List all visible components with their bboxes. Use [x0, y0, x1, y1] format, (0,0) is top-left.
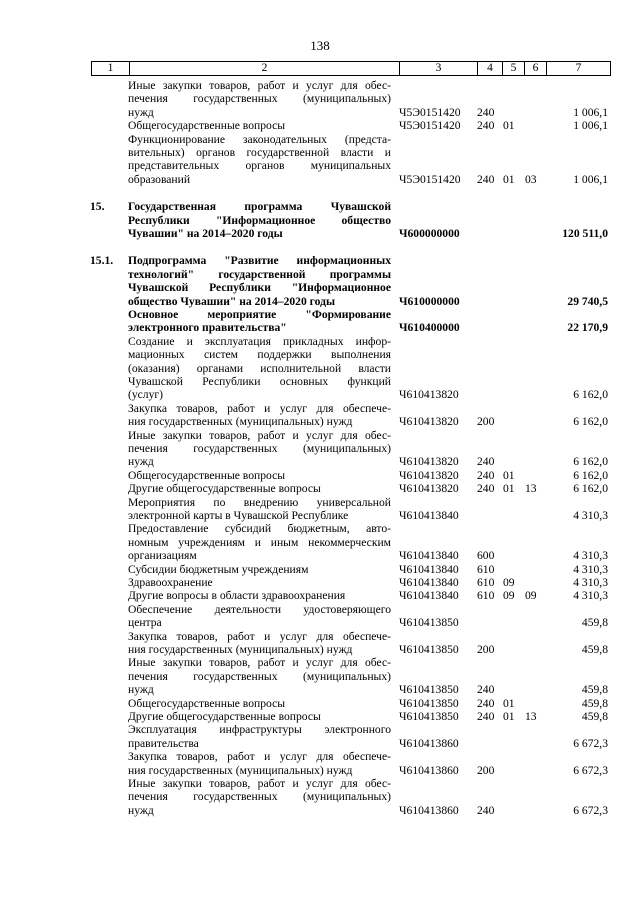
row-name-line: печения государственных (муниципальных)	[128, 442, 391, 455]
row-name	[128, 576, 391, 589]
row-name-line: Закупка товаров, работ и услуг для обеспече-	[128, 629, 391, 643]
row-code: Ч600000000	[399, 226, 460, 240]
row-name-line: Иные закупки товаров, работ и услуг для обес-	[128, 777, 391, 790]
row-amount: 6 162,0	[573, 455, 608, 469]
row-col-4: 240	[477, 482, 495, 496]
row-name-line: Подпрограмма "Развитие информационных	[128, 254, 391, 268]
row-name	[128, 630, 391, 657]
row-name-line: мационных систем поддержки выполнения	[128, 348, 391, 362]
row-col-6: 03	[525, 172, 537, 186]
row-name-line: Иные закупки товаров, работ и услуг для обес-	[128, 656, 391, 670]
row-name	[128, 335, 391, 402]
row-col-6: 09	[525, 589, 537, 603]
row-col-6: 13	[525, 710, 537, 723]
row-name-line: Здравоохранение	[128, 576, 213, 589]
row-name-line: Другие вопросы в области здравоохранения	[128, 589, 346, 603]
row-col-6: 13	[525, 482, 537, 496]
row-amount: 6 162,0	[573, 468, 608, 482]
row-amount: 4 310,3	[573, 549, 608, 563]
header-col-6: 6	[524, 62, 546, 75]
row-name	[128, 308, 391, 335]
row-name-line: Закупка товаров, работ и услуг для обеспече-	[128, 750, 391, 764]
row-amount: 459,8	[581, 696, 608, 710]
row-name-line: Республики "Информационное общество	[128, 213, 391, 227]
row-col-4: 240	[477, 803, 495, 817]
row-code: Ч610413820	[399, 415, 459, 429]
row-name	[128, 710, 391, 723]
row-name-line: Обеспечение деятельности удостоверяющего	[128, 602, 391, 616]
row-name-line: Чувашии" на 2014–2020 годы	[128, 227, 283, 240]
row-name	[128, 723, 391, 750]
row-amount: 6 162,0	[573, 388, 608, 402]
row-name-line: вительных) органов государственной власти и	[128, 146, 391, 159]
row-name-line: ния государственных (муниципальных) нужд	[128, 643, 353, 656]
row-name-line: правительства	[128, 736, 199, 750]
row-name-line: Предоставление субсидий бюджетным, авто-	[128, 522, 391, 536]
row-name-line: нужд	[128, 105, 154, 119]
row-name-line: Общегосударственные вопросы	[128, 696, 286, 710]
page-number: 138	[310, 38, 330, 53]
row-col-4: 200	[477, 763, 495, 777]
row-amount: 1 006,1	[573, 172, 608, 186]
row-name	[128, 563, 391, 576]
row-name-line: технологий" государственной программы	[128, 267, 391, 281]
row-amount: 6 672,3	[573, 763, 608, 777]
row-name-line: ния государственных (муниципальных) нужд	[128, 415, 353, 429]
row-name	[128, 402, 391, 429]
row-col-5: 01	[503, 119, 515, 133]
row-name	[128, 254, 391, 308]
row-code: Ч610413860	[399, 736, 459, 750]
row-name-line: печения государственных (муниципальных)	[128, 790, 391, 804]
row-name-line: центра	[128, 616, 162, 630]
row-amount: 29 740,5	[567, 294, 608, 308]
row-name-line: электронного правительства"	[128, 321, 287, 335]
row-col-5: 09	[503, 576, 515, 589]
row-name-line: печения государственных (муниципальных)	[128, 669, 391, 683]
row-name-line: общество Чувашии" на 2014–2020 годы	[128, 294, 336, 308]
row-name-line: Другие общегосударственные вопросы	[128, 482, 321, 496]
row-amount: 22 170,9	[567, 321, 608, 335]
row-name-line: образований	[128, 172, 191, 186]
row-name-line: Чувашской Республики "Информационное	[128, 281, 391, 295]
row-name	[128, 429, 391, 469]
row-code: Ч610413820	[399, 468, 459, 482]
row-amount: 4 310,3	[573, 576, 608, 589]
header-col-7: 7	[546, 62, 610, 75]
row-code: Ч610413860	[399, 763, 459, 777]
row-name-line: Основное мероприятие "Формирование	[128, 308, 391, 321]
row-code: Ч610000000	[399, 294, 460, 308]
row-name-line: печения государственных (муниципальных)	[128, 92, 391, 106]
row-amount: 4 310,3	[573, 589, 608, 603]
row-name-line: (услуг)	[128, 388, 164, 402]
row-name-line: нужд	[128, 455, 154, 469]
row-col-5: 01	[503, 468, 515, 482]
row-name	[128, 119, 391, 132]
row-name	[128, 79, 391, 119]
row-col-4: 240	[477, 105, 495, 119]
row-amount: 459,8	[581, 683, 608, 697]
row-name	[128, 496, 391, 523]
row-col-4: 240	[477, 455, 495, 469]
row-code: Ч610413840	[399, 508, 459, 522]
row-col-5: 01	[503, 710, 515, 723]
row-code: Ч610413820	[399, 482, 459, 496]
row-name-line: Субсидии бюджетным учреждениям	[128, 562, 309, 576]
row-code: Ч610413820	[399, 455, 459, 469]
row-amount: 6 672,3	[573, 803, 608, 817]
row-code: Ч610413860	[399, 803, 459, 817]
row-name	[128, 469, 391, 482]
row-col-4: 240	[477, 468, 495, 482]
row-code: Ч5Э0151420	[399, 172, 461, 186]
header-col-5: 5	[502, 62, 524, 75]
row-name-line: Закупка товаров, работ и услуг для обеспече-	[128, 401, 391, 415]
row-col-4: 200	[477, 642, 495, 656]
row-col-4: 600	[477, 549, 495, 563]
row-col-4: 240	[477, 683, 495, 697]
row-name-line: Создание и эксплуатация прикладных инфор-	[128, 334, 391, 348]
row-name	[128, 656, 391, 696]
row-amount: 459,8	[581, 710, 608, 723]
row-col-5: 01	[503, 482, 515, 496]
row-name-line: Государственная программа Чувашской	[128, 200, 391, 214]
row-number: 15.1.	[90, 254, 114, 268]
row-name-line: Функционирование законодательных (предста-	[128, 132, 391, 146]
row-code: Ч610400000	[399, 321, 460, 335]
row-amount: 459,8	[581, 616, 608, 630]
header-col-1: 1	[107, 62, 114, 74]
row-name	[128, 133, 391, 187]
row-col-4: 240	[477, 710, 495, 723]
row-code: Ч610413840	[399, 562, 459, 576]
header-col-2: 2	[129, 62, 399, 75]
row-name	[128, 750, 391, 777]
row-name-line: Чувашской Республики основных функций	[128, 375, 391, 389]
row-code: Ч5Э0151420	[399, 105, 461, 119]
row-name-line: (оказания) органами исполнительной власти	[128, 361, 391, 375]
row-code: Ч610413850	[399, 696, 459, 710]
row-name-line: электронной карты в Чувашской Республике	[128, 509, 349, 522]
row-code: Ч610413850	[399, 683, 459, 697]
row-name	[128, 522, 391, 562]
row-name-line: Иные закупки товаров, работ и услуг для обес-	[128, 428, 391, 442]
row-col-4: 240	[477, 696, 495, 710]
row-name-line: Иные закупки товаров, работ и услуг для обес-	[128, 79, 391, 92]
row-name-line: ния государственных (муниципальных) нужд	[128, 763, 353, 777]
row-col-4: 240	[477, 119, 495, 133]
row-code: Ч610413850	[399, 710, 459, 723]
header-col-3: 3	[399, 62, 477, 75]
table-header	[91, 61, 611, 76]
header-col-4: 4	[477, 62, 502, 75]
row-name-line: Другие общегосударственные вопросы	[128, 710, 321, 723]
row-col-4: 610	[477, 576, 495, 589]
row-name-line: нужд	[128, 683, 154, 697]
row-col-5: 01	[503, 172, 515, 186]
row-col-4: 200	[477, 415, 495, 429]
row-code: Ч610413840	[399, 589, 459, 603]
row-code: Ч610413850	[399, 642, 459, 656]
row-col-4: 610	[477, 562, 495, 576]
row-col-5: 01	[503, 696, 515, 710]
row-name	[128, 777, 391, 817]
row-amount: 459,8	[581, 642, 608, 656]
row-amount: 6 162,0	[573, 482, 608, 496]
row-name-line: Эксплуатация инфраструктуры электронного	[128, 723, 391, 737]
row-amount: 1 006,1	[573, 105, 608, 119]
row-code: Ч610413820	[399, 388, 459, 402]
row-name-line: Мероприятия по внедрению универсальной	[128, 495, 391, 509]
row-code: Ч610413840	[399, 576, 459, 589]
row-name	[128, 603, 391, 630]
row-col-5: 09	[503, 589, 515, 603]
row-amount: 4 310,3	[573, 508, 608, 522]
row-amount: 6 672,3	[573, 736, 608, 750]
row-name	[128, 697, 391, 710]
row-code: Ч610413840	[399, 549, 459, 563]
row-col-4: 610	[477, 589, 495, 603]
row-name-line: Общегосударственные вопросы	[128, 119, 286, 133]
row-number: 15.	[90, 200, 105, 214]
row-code: Ч5Э0151420	[399, 119, 461, 133]
row-name-line: представительных органов муниципальных	[128, 159, 391, 173]
row-name-line: нужд	[128, 803, 154, 817]
row-amount: 6 162,0	[573, 415, 608, 429]
row-amount: 4 310,3	[573, 562, 608, 576]
row-col-4: 240	[477, 172, 495, 186]
row-name-line: Общегосударственные вопросы	[128, 468, 286, 482]
row-amount: 120 511,0	[562, 226, 608, 240]
row-name	[128, 589, 391, 602]
row-amount: 1 006,1	[573, 119, 608, 133]
row-name-line: организациям	[128, 549, 197, 563]
row-name	[128, 482, 391, 495]
row-name-line: номным учреждениям и иным некоммерческим	[128, 535, 391, 549]
row-name	[128, 200, 391, 240]
row-code: Ч610413850	[399, 616, 459, 630]
